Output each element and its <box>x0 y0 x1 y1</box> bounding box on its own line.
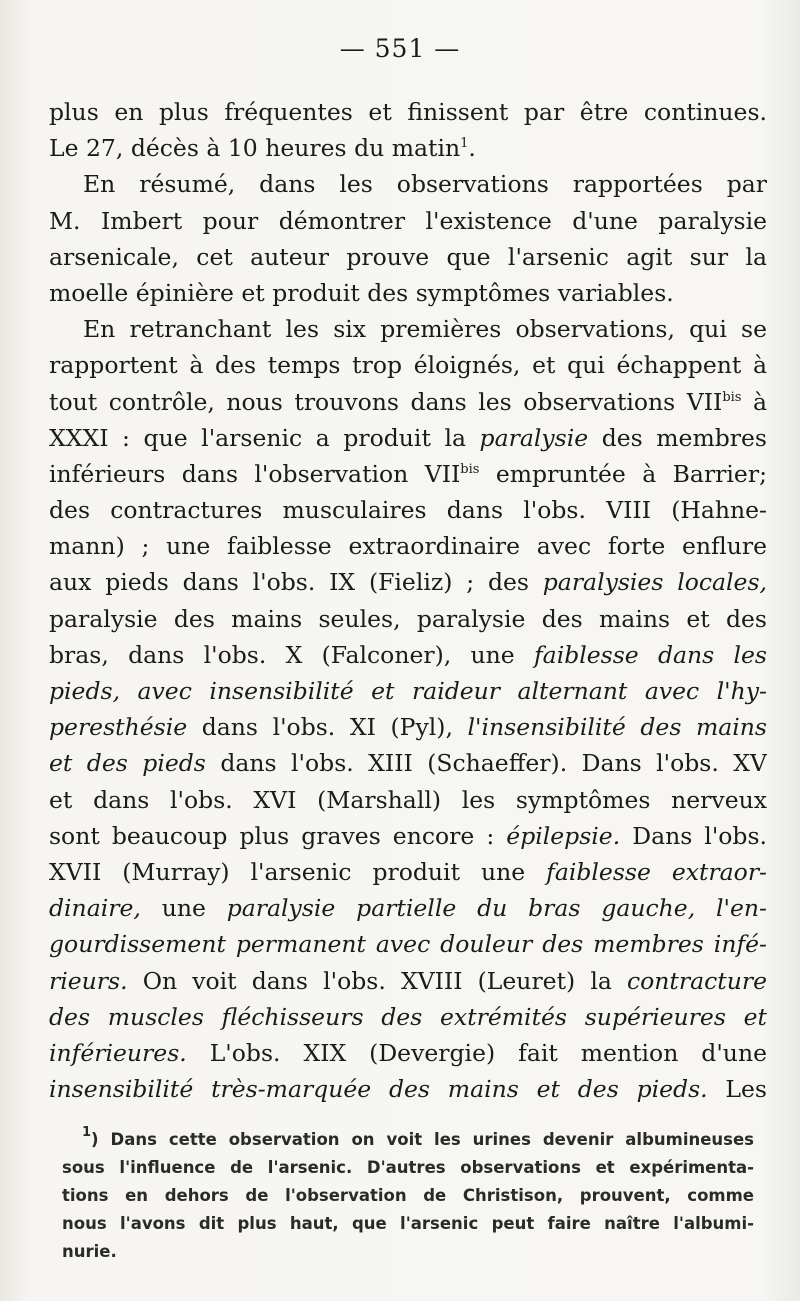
footnote-line <box>62 1182 754 1210</box>
text-run: bras, dans l'obs. X (Falconer), une <box>49 640 534 669</box>
text-run: des muscles fléchisseurs des extrémités supérieures et <box>49 1002 767 1031</box>
text-line <box>49 601 767 637</box>
text-run: empruntée à Barrier; <box>479 459 767 488</box>
text-run: insensibilité très-marquée des mains et des pieds. <box>49 1075 708 1104</box>
text-line <box>49 745 767 781</box>
text-line <box>49 384 767 420</box>
text-run: et dans l'obs. XVI (Marshall) les symptômes nerveux <box>49 785 767 814</box>
text-run: dans l'obs. XI (Pyl), <box>187 713 468 742</box>
text-run: . <box>468 134 476 163</box>
text-run: Les <box>707 1075 767 1104</box>
footnote-marker: 1 <box>82 1126 92 1140</box>
text-run: paralysie partielle du bras gauche, l'en- <box>226 894 767 923</box>
text-line <box>49 709 767 745</box>
text-run: contracture <box>626 966 767 995</box>
text-run: rapportent à des temps trop éloignés, et qui échappent à <box>49 351 767 380</box>
text-line <box>49 926 767 962</box>
text-line <box>49 94 767 130</box>
text-run: faiblesse dans les <box>533 640 767 669</box>
text-run: arsenicale, cet auteur prouve que l'arsenic agit sur la <box>49 242 767 271</box>
text-line <box>49 347 767 383</box>
footnote-text: nous l'avons dit plus haut, que l'arsenic peut faire naître l'albumi- <box>62 1214 754 1233</box>
text-line <box>49 1035 767 1071</box>
text-run: dinaire, <box>49 894 141 923</box>
footnote <box>62 1126 754 1266</box>
superscript: 1 <box>460 136 469 152</box>
text-run: rieurs. <box>49 966 128 995</box>
text-line <box>49 890 767 926</box>
text-run: En résumé, dans les observations rapportées par <box>83 170 767 199</box>
text-line <box>49 166 767 202</box>
text-run: inférieurs dans l'observation VII <box>49 459 461 488</box>
text-run: sont beaucoup plus graves encore : <box>49 821 507 850</box>
text-line <box>49 203 767 239</box>
text-line <box>49 456 767 492</box>
text-run: dans l'obs. XIII (Schaeffer). Dans l'obs. XV <box>205 749 767 778</box>
main-text <box>49 94 767 1107</box>
text-run: à <box>741 387 767 416</box>
text-line <box>49 963 767 999</box>
text-line <box>49 818 767 854</box>
text-run: XXXI : que l'arsenic a produit la <box>49 423 480 452</box>
text-run: gourdissement permanent avec douleur des membres infé- <box>49 930 767 959</box>
text-run: En retranchant les six premières observations, qui se <box>83 315 767 344</box>
text-line <box>49 239 767 275</box>
text-line <box>49 275 767 311</box>
superscript: bis <box>722 389 742 405</box>
text-line <box>49 564 767 600</box>
text-run: mann) ; une faiblesse extraordinaire avec forte enflure <box>49 532 767 561</box>
text-run: inférieures. <box>49 1038 187 1067</box>
text-line <box>49 528 767 564</box>
text-run: Dans l'obs. <box>620 821 767 850</box>
footnote-line <box>62 1154 754 1182</box>
text-run: l'insensibilité des mains <box>467 713 767 742</box>
text-run: paralysies locales, <box>542 568 767 597</box>
text-run: des contractures musculaires dans l'obs. VIII (Hahne- <box>49 496 767 525</box>
footnote-text: nurie. <box>62 1242 117 1261</box>
text-run: une <box>140 894 227 923</box>
footnote-line: $^1$) Dans cette observation on voit les urines devenir albumineuses <box>82 1126 754 1149</box>
text-run: paralysie des mains seules, paralysie des mains et des <box>49 604 767 633</box>
text-line <box>49 999 767 1035</box>
text-line <box>49 673 767 709</box>
footnote-line <box>62 1210 754 1238</box>
text-line <box>49 492 767 528</box>
text-line <box>49 854 767 890</box>
text-run: L'obs. XIX (Devergie) fait mention d'une <box>186 1038 767 1067</box>
footnote-text: Dans cette observation on voit les urines devenir albumineuses <box>110 1130 754 1149</box>
text-run: pieds, avec insensibilité et raideur alternant avec l'hy- <box>49 677 767 705</box>
text-run: M. Imbert pour démontrer l'existence d'une paralysie <box>49 206 767 235</box>
text-run: épilepsie. <box>506 821 621 850</box>
text-run: moelle épinière et produit des symptômes variables. <box>49 278 674 307</box>
text-line <box>49 637 767 673</box>
text-run: faiblesse extraor- <box>546 857 767 886</box>
footnote-text: sous l'influence de l'arsenic. D'autres observations et expérimenta- <box>62 1158 754 1177</box>
superscript: bis <box>460 461 480 477</box>
text-run: des membres <box>588 423 767 452</box>
text-line <box>49 1071 767 1107</box>
text-run: plus en plus fréquentes et finissent par être continues. <box>49 98 767 126</box>
text-run: aux pieds dans l'obs. IX (Fieliz) ; des <box>49 568 543 597</box>
footnote-text: tions en dehors de l'observation de Christison, prouvent, comme <box>62 1186 754 1205</box>
page-number: — 551 — <box>339 34 461 63</box>
text-run: Le 27, décès à 10 heures du matin <box>49 134 461 163</box>
text-run: On voit dans l'obs. XVIII (Leuret) la <box>127 966 627 995</box>
text-run: peresthésie <box>49 713 188 742</box>
text-line <box>49 311 767 347</box>
footnote-line <box>62 1238 754 1266</box>
text-run: XVII (Murray) l'arsenic produit une <box>49 857 547 886</box>
text-line <box>49 130 767 166</box>
text-run: et des pieds <box>49 749 206 778</box>
text-run: tout contrôle, nous trouvons dans les observations VII <box>49 387 723 416</box>
text-line <box>49 420 767 456</box>
text-line <box>49 782 767 818</box>
text-run: paralysie <box>479 423 589 452</box>
